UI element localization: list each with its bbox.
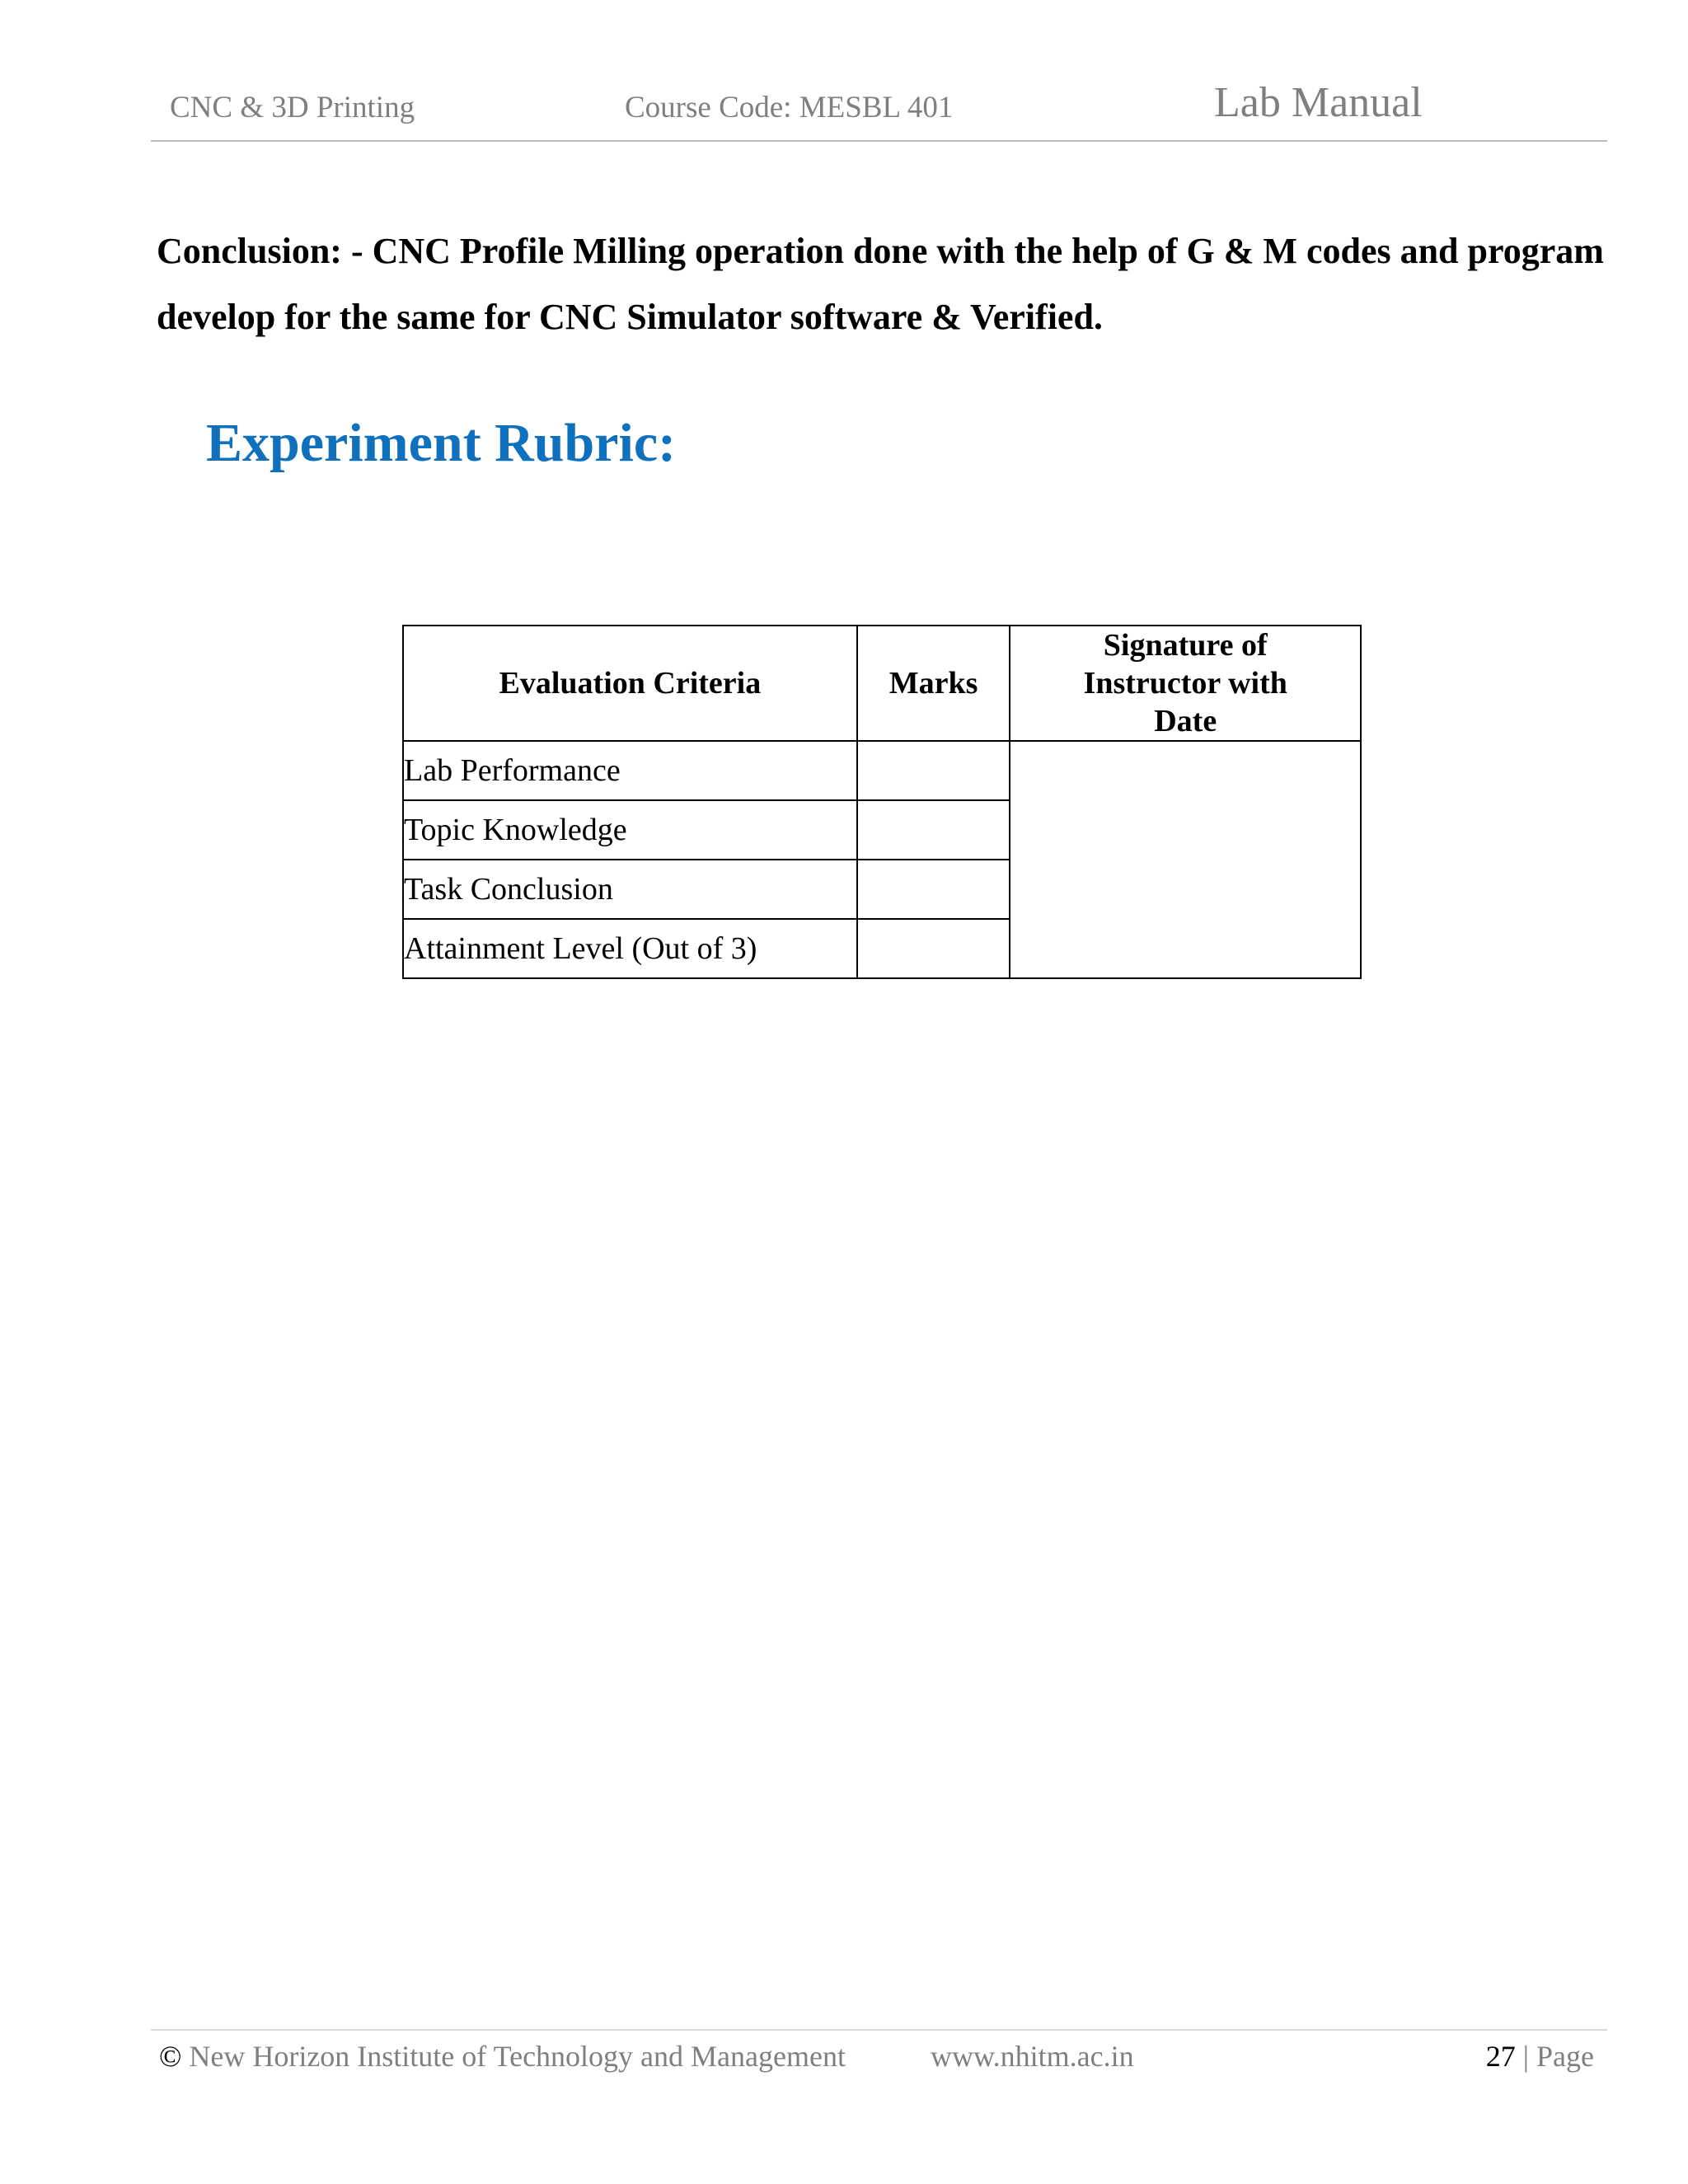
rubric-table [402, 625, 1362, 979]
conclusion-paragraph: Conclusion: - CNC Profile Milling operation done with the help of G & M codes and program develop for the same for CNC Simulator software & Verified. [157, 231, 1604, 337]
footer-institute [159, 2039, 846, 2074]
page-footer [151, 2029, 1607, 2080]
rubric-heading: Experiment Rubric: [206, 413, 677, 473]
page-number: 27 [1485, 2040, 1516, 2073]
marks-cell [857, 860, 1010, 919]
header-course-code: Course Code: MESBL 401 [625, 91, 954, 124]
page-header [151, 78, 1607, 142]
criteria-cell: Topic Knowledge [403, 800, 857, 860]
header-doc-type: Lab Manual [1214, 79, 1423, 126]
footer-website: www.nhitm.ac.in [931, 2040, 1134, 2073]
rubric-header-row [403, 626, 1361, 741]
criteria-cell: Lab Performance [403, 741, 857, 800]
page-label: Page [1536, 2040, 1594, 2073]
footer-page-number [1486, 2039, 1594, 2074]
marks-cell [857, 800, 1010, 860]
header-subject: CNC & 3D Printing [170, 91, 415, 124]
copyright-icon: © [159, 2040, 182, 2073]
signature-header-text: Signature of Instructor with Date [1083, 628, 1287, 738]
table-row [403, 741, 1361, 800]
signature-cell [1010, 741, 1361, 978]
column-header-signature [1010, 626, 1361, 741]
marks-cell [857, 741, 1010, 800]
footer-institute-name: New Horizon Institute of Technology and Management [189, 2040, 846, 2073]
criteria-cell: Task Conclusion [403, 860, 857, 919]
page-separator: | [1522, 2040, 1530, 2073]
column-header-criteria: Evaluation Criteria [403, 626, 857, 741]
criteria-cell: Attainment Level (Out of 3) [403, 919, 857, 978]
marks-cell [857, 919, 1010, 978]
column-header-marks: Marks [857, 626, 1010, 741]
